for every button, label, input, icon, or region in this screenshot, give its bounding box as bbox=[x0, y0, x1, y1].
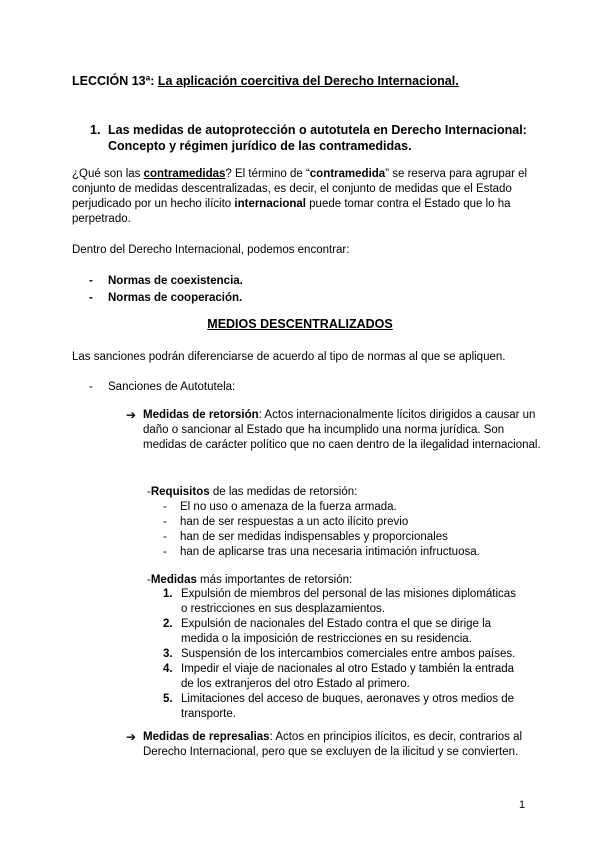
requisitos-list bbox=[163, 500, 480, 560]
lesson-title bbox=[72, 74, 459, 89]
requisitos-label bbox=[147, 485, 357, 500]
requisitos-rest: de las medidas de retorsión: bbox=[209, 486, 358, 498]
para1-text-c: ” se reserva para agrupar el conjunto de medidas descentralizadas, es decir, el conjunto de medidas que el Estado perjudicado por un hecho ilícito bbox=[72, 168, 528, 210]
item-number: 1. bbox=[163, 588, 173, 600]
list-item bbox=[163, 647, 523, 662]
medidas-list bbox=[163, 587, 523, 722]
paragraph-contramedidas bbox=[72, 167, 532, 227]
lesson-title-text: La aplicación coercitiva del Derecho Internacional. bbox=[157, 74, 459, 88]
list-item: - han de ser respuestas a un acto ilícito previo bbox=[163, 515, 480, 530]
autotutela-list bbox=[89, 380, 235, 397]
list-item: - Sanciones de Autotutela: bbox=[89, 380, 235, 397]
item-text: Expulsión de nacionales del Estado contra el que se dirige la medida o la imposición de restricciones en su residencia. bbox=[181, 618, 492, 645]
item-number: 5. bbox=[163, 693, 173, 705]
list-item bbox=[163, 692, 523, 722]
list-item: - Normas de coexistencia. bbox=[89, 274, 243, 291]
item-text: Suspensión de los intercambios comerciales entre ambos países. bbox=[181, 648, 516, 660]
section-heading bbox=[90, 122, 530, 154]
para1-text-d: puede tomar contra el Estado que lo ha perpetrado. bbox=[72, 198, 511, 225]
medidas-term: Medidas bbox=[150, 574, 197, 586]
para1-text-a: ¿Qué son las bbox=[72, 168, 144, 180]
centered-heading: MEDIOS DESCENTRALIZADOS bbox=[207, 317, 393, 331]
para1-text-b: ? El término de “ bbox=[225, 168, 310, 180]
term-contramedidas: contramedidas bbox=[143, 168, 226, 180]
arrow-right-icon: ➔ bbox=[126, 730, 137, 744]
list-item: - El no uso o amenaza de la fuerza armada. bbox=[163, 500, 480, 515]
term-internacional: internacional bbox=[234, 198, 306, 210]
list-item bbox=[163, 662, 523, 692]
page-number: 1 bbox=[519, 799, 526, 811]
represalias-item bbox=[126, 730, 543, 760]
term-contramedida: contramedida bbox=[309, 168, 386, 180]
requisitos-dash: - bbox=[147, 486, 151, 498]
requisitos-term: Requisitos bbox=[150, 486, 210, 498]
section-number: 1. bbox=[90, 123, 101, 137]
medidas-rest: más importantes de retorsión: bbox=[196, 574, 353, 586]
norms-list bbox=[89, 274, 243, 308]
lesson-prefix: LECCIÓN 13ª: bbox=[72, 74, 155, 88]
section-heading-text: Las medidas de autoprotección o autotutela en Derecho Internacional: Concepto y régimen jurídico de las contramedidas. bbox=[108, 123, 527, 153]
medidas-dash: - bbox=[147, 574, 151, 586]
retorsion-text: : Actos internacionalmente lícitos dirigidos a causar un daño o sancionar al Estado que ha incumplido una norma jurídica. Son medidas de carácter político que no caen dentro de la ilegalidad internacional. bbox=[143, 409, 541, 451]
item-text: Impedir el viaje de nacionales al otro Estado y también la entrada de los extranjeros del otro Estado al primero. bbox=[181, 663, 515, 690]
list-item: - han de ser medidas indispensables y proporcionales bbox=[163, 530, 480, 545]
list-item bbox=[163, 617, 523, 647]
arrow-right-icon: ➔ bbox=[126, 408, 137, 422]
item-number: 2. bbox=[163, 618, 173, 630]
retorsion-label: Medidas de retorsión bbox=[143, 409, 259, 421]
paragraph-sanciones: Las sanciones podrán diferenciarse de acuerdo al tipo de normas al que se apliquen. bbox=[72, 351, 506, 363]
represalias-label: Medidas de represalias bbox=[143, 731, 270, 743]
represalias-text: : Actos en principios ilícitos, es decir, contrarios al Derecho Internacional, pero que se excluyen de la ilicitud y se convierten. bbox=[143, 731, 523, 758]
item-text: Limitaciones del acceso de buques, aeronaves y otros medios de transporte. bbox=[181, 693, 515, 720]
list-item: - Normas de cooperación. bbox=[89, 291, 243, 308]
item-number: 3. bbox=[163, 648, 173, 660]
retorsion-item bbox=[126, 408, 543, 453]
paragraph-derecho-internacional: Dentro del Derecho Internacional, podemos encontrar: bbox=[72, 244, 350, 256]
medidas-label bbox=[147, 573, 352, 588]
item-number: 4. bbox=[163, 663, 173, 675]
list-item bbox=[163, 587, 523, 617]
item-text: Expulsión de miembros del personal de las misiones diplomáticas o restricciones en sus desplazamientos. bbox=[181, 588, 516, 615]
list-item: - han de aplicarse tras una necesaria intimación infructuosa. bbox=[163, 545, 480, 560]
